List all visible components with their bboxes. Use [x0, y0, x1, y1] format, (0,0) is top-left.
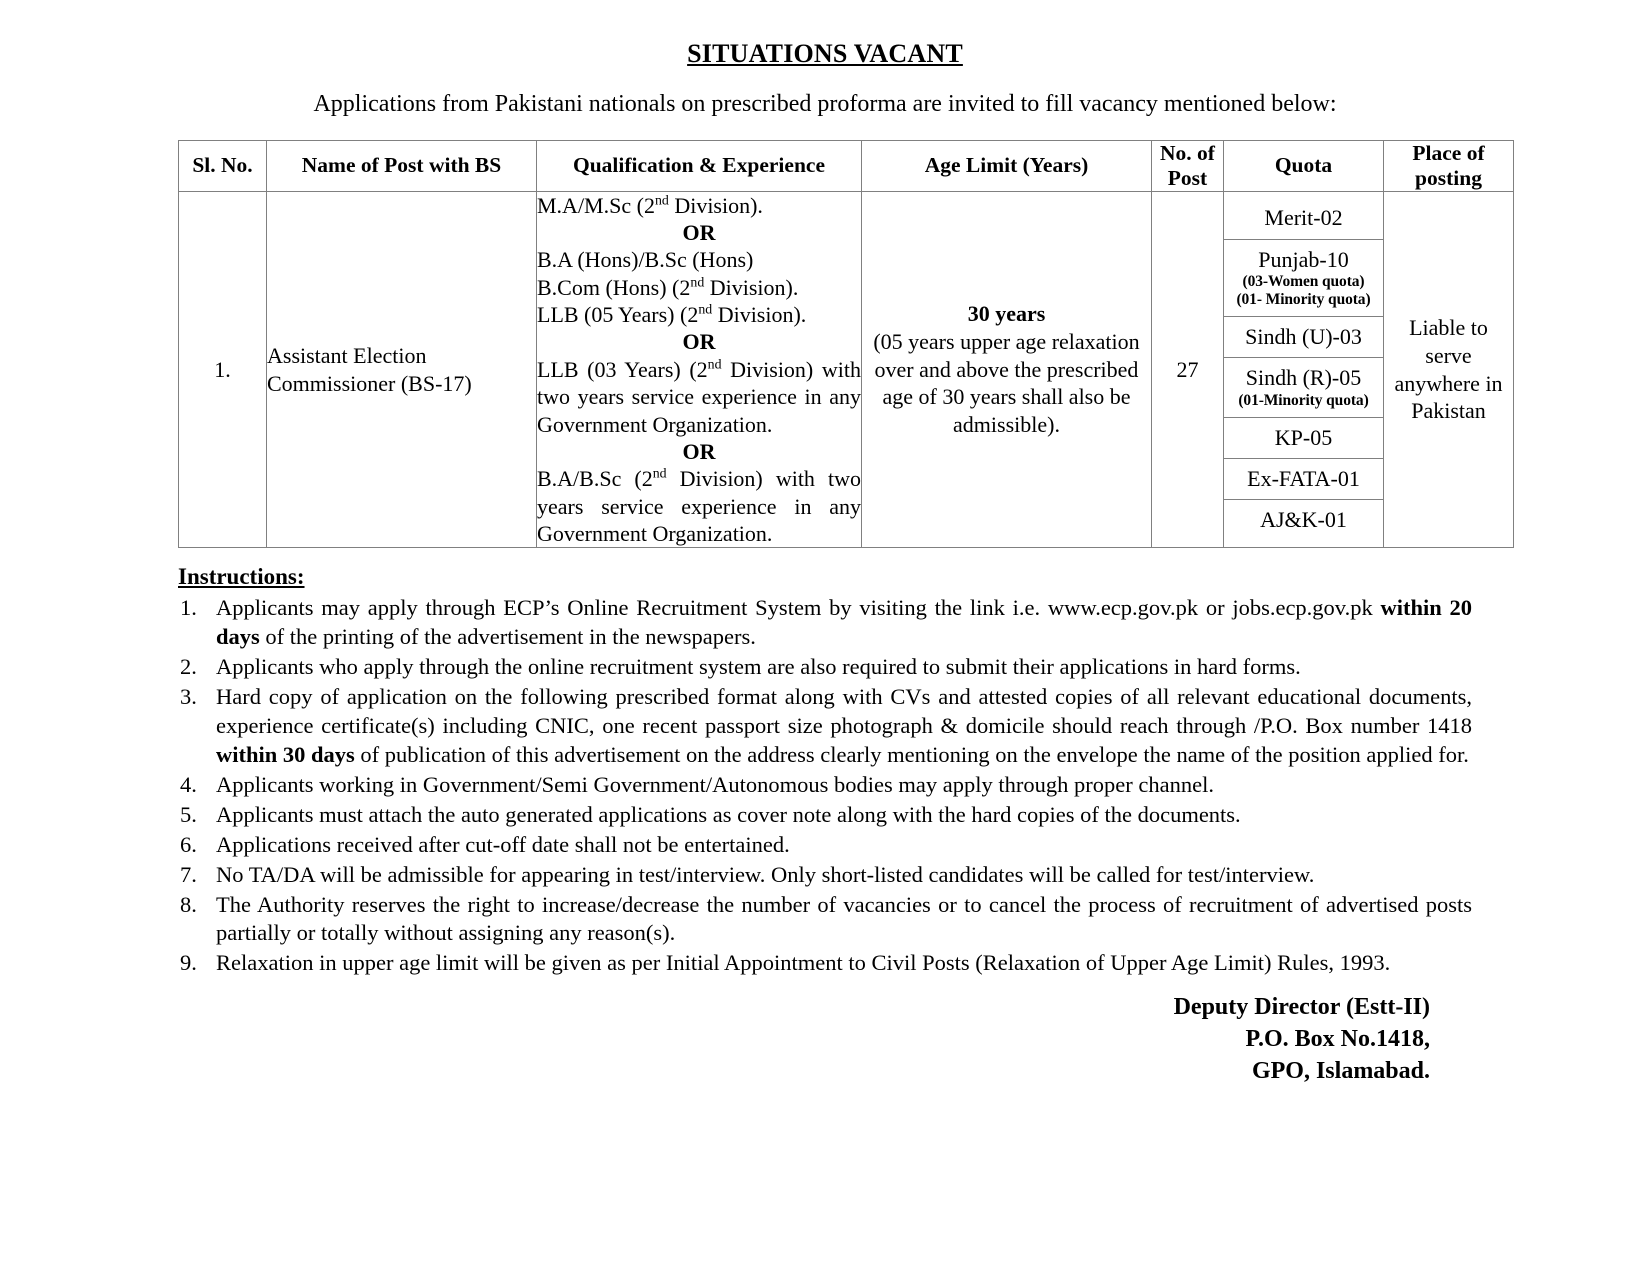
instruction-emphasis: within 30 days [216, 741, 355, 767]
quota-rows-body [1224, 198, 1383, 541]
quota-sub-label: (01-Minority quota) [1238, 391, 1369, 409]
instruction-emphasis: within 20 days [216, 595, 1472, 650]
quota-cell [1224, 500, 1383, 541]
instruction-item [178, 831, 1472, 860]
instruction-item [178, 861, 1472, 890]
quota-label: AJ&K-01 [1260, 507, 1347, 533]
page-title: SITUATIONS VACANT [687, 39, 963, 68]
instruction-item [178, 683, 1472, 770]
quota-row [1224, 198, 1383, 239]
quota-cell [1224, 198, 1383, 239]
cell-no-of-post: 27 [1152, 191, 1224, 548]
cell-age-limit [862, 191, 1152, 548]
quota-row [1224, 459, 1383, 500]
qual-or-3: OR [682, 438, 716, 464]
quota-row [1224, 417, 1383, 458]
quota-cell [1224, 316, 1383, 357]
instruction-item [178, 653, 1472, 682]
instruction-number: 9. [180, 950, 197, 976]
quota-label: Sindh (U)-03 [1245, 323, 1362, 349]
quota-sub-label: (01- Minority quota) [1236, 290, 1371, 308]
cell-quota [1224, 191, 1384, 548]
instruction-text: of the printing of the advertisement in the newspapers. [259, 624, 756, 650]
instruction-number: 4. [180, 771, 197, 797]
instruction-item [178, 801, 1472, 830]
signature-city: GPO, Islamabad. [1251, 1058, 1430, 1085]
quota-cell [1224, 239, 1383, 316]
quota-label: KP-05 [1274, 424, 1333, 450]
quota-row [1224, 358, 1383, 417]
qual-line-5: LLB (03 Years) (2nd Division) with two years service experience in any Government Organization. [537, 356, 861, 437]
cell-post-name: Assistant Election Commissioner (BS-17) [267, 191, 537, 548]
quota-cell [1224, 358, 1383, 417]
instructions-heading: Instructions: [178, 564, 305, 590]
instruction-text: Hard copy of application on the following prescribed format along with CVs and attested copies of all relevant educational documents, experience certificate(s) including CNIC, one recent passport size photograph & domicile should reach through /P.O. Box number 1418 [216, 684, 1472, 739]
instruction-item [178, 594, 1472, 652]
instruction-text: The Authority reserves the right to increase/decrease the number of vacancies or to cancel the process of recruitment of advertised posts partially or totally without assigning any reason(s). [216, 891, 1472, 946]
table-row [179, 191, 1514, 548]
qual-line-1: M.A/M.Sc (2nd Division). [537, 192, 763, 218]
signature-po-box: P.O. Box No.1418, [1245, 1026, 1430, 1053]
qual-line-3: B.Com (Hons) (2nd Division). [537, 274, 799, 300]
instruction-text: Applications received after cut-off date shall not be entertained. [216, 831, 790, 857]
table-header-row [179, 140, 1514, 191]
instruction-text: Applicants working in Government/Semi Government/Autonomous bodies may apply through proper channel. [216, 771, 1214, 797]
quota-breakdown-table [1224, 198, 1383, 541]
quota-label: Punjab-10 [1258, 246, 1349, 272]
quota-row [1224, 316, 1383, 357]
quota-label: Ex-FATA-01 [1247, 466, 1360, 492]
instruction-text: Applicants must attach the auto generated applications as cover note along with the hard copies of the documents. [216, 801, 1241, 827]
instruction-number: 2. [180, 654, 197, 680]
instruction-item [178, 949, 1472, 978]
column-header-qualification: Qualification & Experience [537, 140, 862, 191]
quota-sub-label: (03-Women quota) [1242, 272, 1365, 290]
page-subtitle: Applications from Pakistani nationals on prescribed proforma are invited to fill vacancy mentioned below: [313, 90, 1337, 117]
instruction-number: 8. [180, 891, 197, 917]
cell-sl-no: 1. [179, 191, 267, 548]
instruction-item [178, 771, 1472, 800]
qual-line-6: B.A/B.Sc (2nd Division) with two years service experience in any Government Organization. [537, 465, 861, 547]
cell-place-of-posting: Liable to serve anywhere in Pakistan [1384, 191, 1514, 548]
column-header-sl-no: Sl. No. [179, 140, 267, 191]
instruction-number: 5. [180, 801, 197, 827]
quota-cell [1224, 459, 1383, 500]
age-limit-note: (05 years upper age relaxation over and above the prescribed age of 30 years shall also be admissible). [873, 328, 1140, 438]
vacancy-table [178, 140, 1514, 549]
instruction-number: 1. [180, 595, 197, 621]
signature-block [178, 992, 1472, 1088]
instruction-text: of publication of this advertisement on the address clearly mentioning on the envelope the name of the position applied for. [354, 741, 1469, 767]
cell-qualification [537, 191, 862, 548]
qual-line-4: LLB (05 Years) (2nd Division). [537, 301, 807, 328]
instructions-list [178, 594, 1472, 978]
quota-label: Merit-02 [1264, 205, 1343, 231]
column-header-post: Name of Post with BS [267, 140, 537, 191]
column-header-quota: Quota [1224, 140, 1384, 191]
qual-or-2: OR [682, 329, 716, 355]
instruction-number: 6. [180, 831, 197, 857]
quota-label: Sindh (R)-05 [1245, 365, 1362, 391]
qual-or-1: OR [682, 219, 716, 245]
quota-cell [1224, 417, 1383, 458]
signature-designation: Deputy Director (Estt-II) [1173, 994, 1430, 1021]
column-header-age-limit: Age Limit (Years) [862, 140, 1152, 191]
instruction-item [178, 891, 1472, 949]
column-header-no-of-post: No. of Post [1152, 140, 1224, 191]
quota-row [1224, 500, 1383, 541]
column-header-place: Place of posting [1384, 140, 1514, 191]
instruction-number: 3. [180, 684, 197, 710]
instruction-text: Relaxation in upper age limit will be given as per Initial Appointment to Civil Posts (Relaxation of Upper Age Limit) Rules, 1993. [216, 950, 1391, 976]
age-limit-value: 30 years [967, 301, 1046, 327]
instruction-text: No TA/DA will be admissible for appearing in test/interview. Only short-listed candidates will be called for test/interview. [216, 861, 1315, 887]
qual-line-2: B.A (Hons)/B.Sc (Hons) [537, 247, 754, 273]
instruction-number: 7. [180, 861, 197, 887]
instruction-text: Applicants who apply through the online recruitment system are also required to submit their applications in hard forms. [216, 654, 1301, 680]
instruction-text: Applicants may apply through ECP’s Online Recruitment System by visiting the link i.e. www.ecp.gov.pk or jobs.ecp.gov.pk [216, 595, 1381, 621]
quota-row [1224, 239, 1383, 316]
